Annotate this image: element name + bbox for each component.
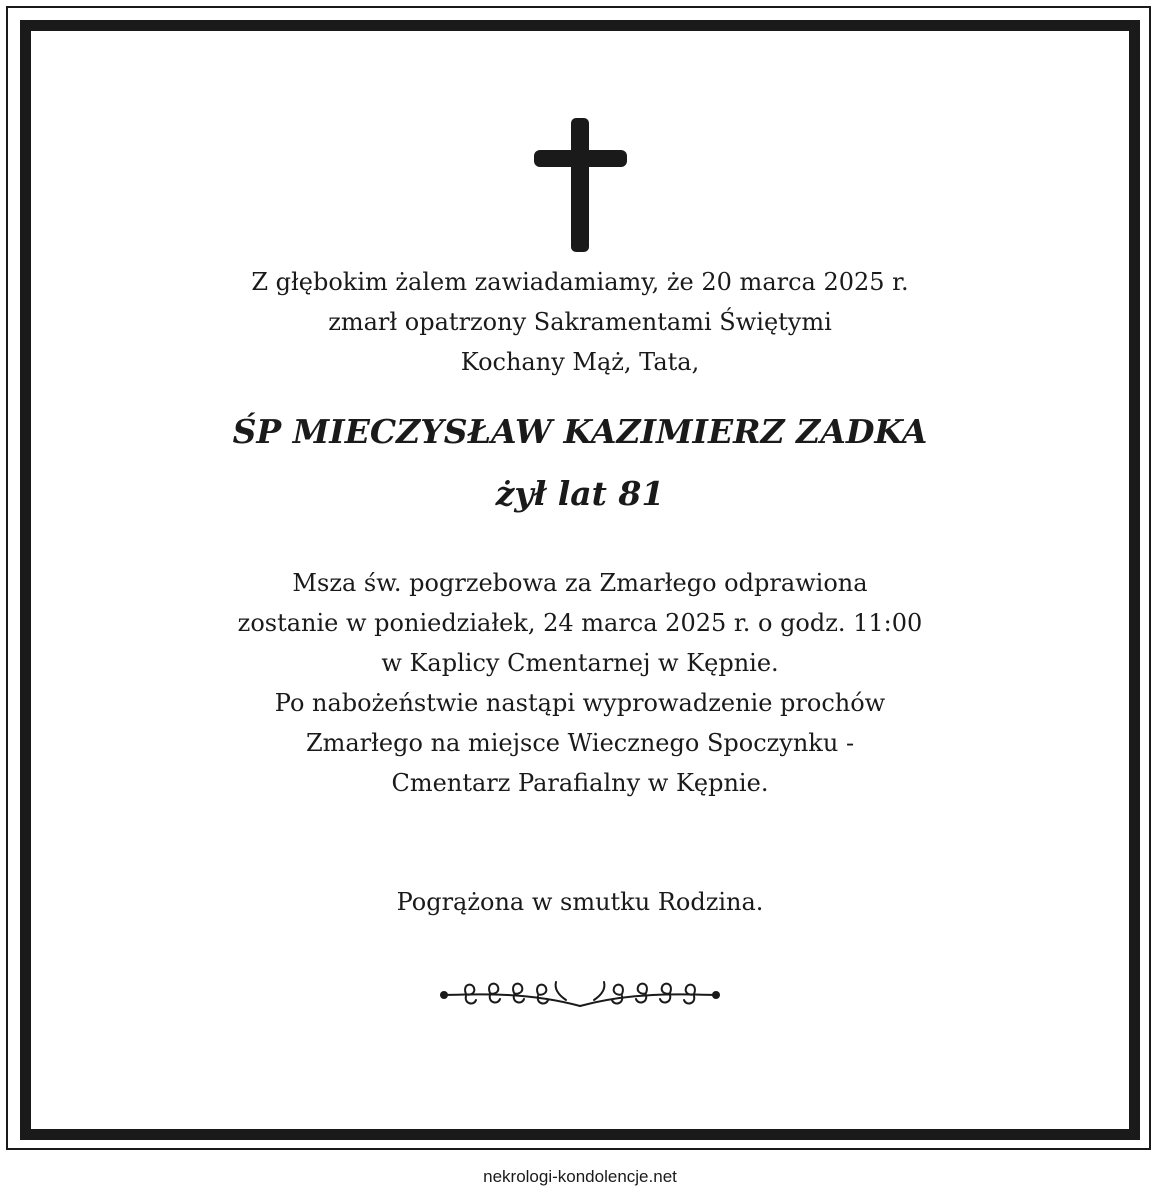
deceased-name: ŚP MIECZYSŁAW KAZIMIERZ ZADKA — [232, 412, 928, 451]
intro-text — [0, 262, 1160, 382]
intro-line: Z głębokim żalem zawiadamiamy, że 20 marca 2025 r. — [251, 268, 909, 296]
funeral-line: w Kaplicy Cmentarnej w Kępnie. — [381, 649, 779, 677]
intro-line: Kochany Mąż, Tata, — [460, 348, 700, 376]
family-signature: Pogrążona w smutku Rodzina. — [396, 888, 764, 916]
funeral-line: Cmentarz Parafialny w Kępnie. — [391, 769, 769, 797]
funeral-line: Msza św. pogrzebowa za Zmarłego odprawiona — [292, 569, 868, 597]
intro-line: zmarł opatrzony Sakramentami Świętymi — [328, 308, 832, 336]
laurel-ornament-icon — [438, 972, 722, 1018]
cross-icon — [533, 116, 628, 254]
deceased-age: żył lat 81 — [495, 474, 665, 513]
footer-site-link[interactable]: nekrologi-kondolencje.net — [483, 1167, 677, 1186]
funeral-line: Zmarłego na miejsce Wiecznego Spoczynku - — [305, 729, 855, 757]
funeral-details — [0, 563, 1160, 803]
funeral-line: Po nabożeństwie nastąpi wyprowadzenie prochów — [274, 689, 886, 717]
funeral-line: zostanie w poniedziałek, 24 marca 2025 r. o godz. 11:00 — [237, 609, 923, 637]
